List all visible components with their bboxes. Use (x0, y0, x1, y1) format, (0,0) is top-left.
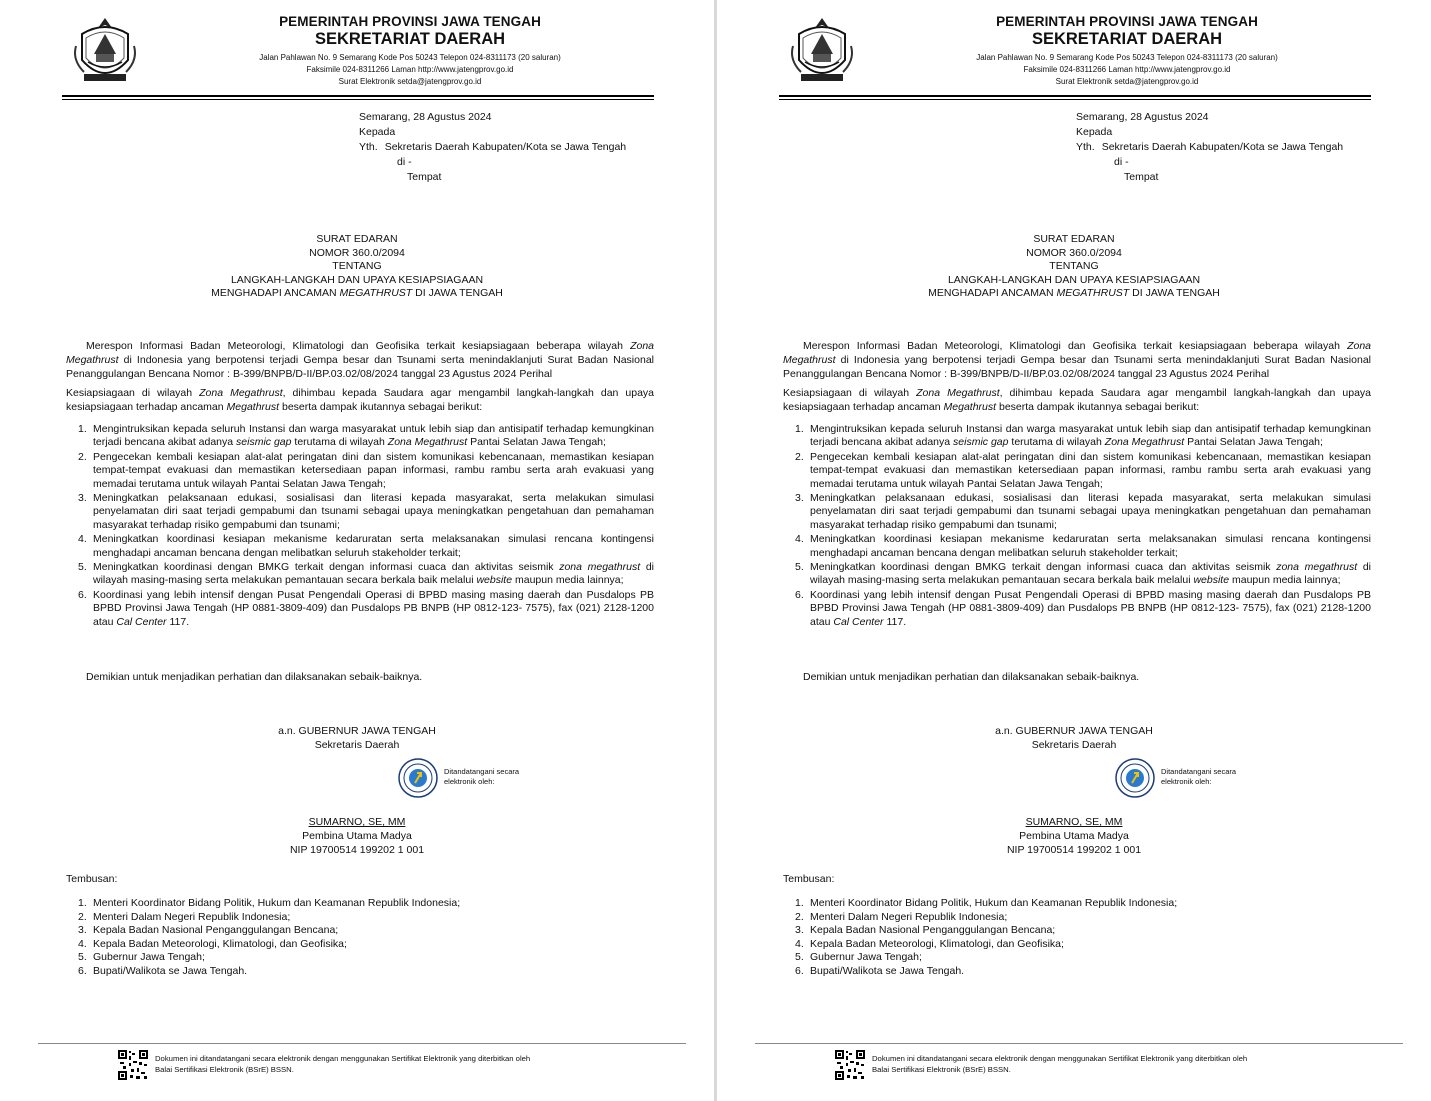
recipient-name: Sekretaris Daerah Kabupaten/Kota se Jawa Tengah (384, 141, 627, 153)
list-item: 4. Meningkatkan koordinasi kesiapan mekanisme kedaruratan serta melaksanakan simulasi rencana kontingensi menghadapi ancaman bencana dengan melibatkan seluruh stakeholder terkait; (78, 533, 654, 559)
signature-note: Ditandatangani secara elektronik oleh: (1161, 767, 1237, 786)
cc-item: 3. Kepala Badan Nasional Penganggulangan Bencana; (795, 924, 1056, 937)
letterhead-email: Surat Elektronik setda@jatengprov.go.id (1055, 77, 1199, 86)
title-about: TENTANG (332, 260, 382, 273)
footer-note: Dokumen ini ditandatangani secara elektronik dengan menggunakan Sertifikat Elektronik yang diterbitkan oleh Balai Sertifikasi Elektronik (BSrE) BSSN. (872, 1054, 1248, 1074)
letterhead-address: Jalan Pahlawan No. 9 Semarang Kode Pos 50243 Telepon 024-8311173 (20 saluran) (259, 53, 561, 62)
letterhead-government: PEMERINTAH PROVINSI JAWA TENGAH (996, 14, 1258, 29)
di-label: di - (397, 156, 412, 168)
letter-title (717, 233, 1431, 301)
list-item: 5. Meningkatkan koordinasi dengan BMKG terkait dengan informasi cuaca dan aktivitas seismik zona megathrust di wilayah masing-masing serta melakukan pemantauan secara berkala baik melalui website maupun media lainnya; (78, 561, 654, 587)
jawa-tengah-emblem-icon (789, 16, 855, 86)
footer-rule (755, 1043, 1403, 1044)
title-number: NOMOR 360.0/2094 (309, 246, 405, 259)
title-subject-2: MENGHADAPI ANCAMAN MEGATHRUST DI JAWA TENGAH (928, 287, 1220, 300)
instruction-list (66, 423, 654, 630)
jawa-tengah-emblem-icon (72, 16, 138, 86)
signature-header (0, 724, 714, 752)
di-label: di - (1114, 156, 1129, 168)
cc-item: 4. Kepala Badan Meteorologi, Klimatologi, dan Geofisika; (795, 937, 1064, 950)
letterhead-rule (62, 95, 654, 97)
document-page-right (717, 0, 1431, 1101)
letterhead-email: Surat Elektronik setda@jatengprov.go.id (338, 77, 482, 86)
qr-code-icon (118, 1050, 148, 1080)
list-item: 6. Koordinasi yang lebih intensif dengan Pusat Pengendali Operasi di BPBD masing masing daerah dan Pusdalops PB BPBD Provinsi Jawa Tengah (HP 0881-3809-409) dan Pusdalops PB BNPB (HP 0812-123- 7575), fax (021) 2128-1200 atau Cal Center 117. (795, 588, 1371, 628)
cc-item: 5. Gubernur Jawa Tengah; (78, 951, 205, 964)
kepada-label: Kepada (1076, 126, 1113, 138)
closing-sentence: Demikian untuk menjadikan perhatian dan dilaksanakan sebaik-baiknya. (803, 671, 1140, 683)
letterhead-rule-thin (779, 99, 1371, 100)
tempat-label: Tempat (1124, 171, 1159, 183)
cc-list (66, 897, 460, 979)
title-type: SURAT EDARAN (1033, 233, 1115, 245)
intro-paragraph: Merespon Informasi Badan Meteorologi, Klimatologi dan Geofisika terkait kesiapsiagaan beberapa wilayah Zona Megathrust di Indonesia yang berpotensi terjadi Gempa besar dan Tsunami serta menindaklanjuti Surat Badan Nasional Penanggulangan Bencana Nomor : B-399/BNPB/D-II/BP.03.02/08/2024 tanggal 23 Agustus 2024 Perihal Kesiapsiagaan di wilayah Zona Megathrust, dihimbau kepada Saudara agar mengambil langkah-langkah dan upaya kesiapsiagaan terhadap ancaman Megathrust beserta dampak ikutannya sebagai berikut: (783, 340, 1371, 413)
tempat-label: Tempat (407, 171, 442, 183)
cc-item: 3. Kepala Badan Nasional Penganggulangan Bencana; (78, 924, 339, 937)
list-item: 3. Meningkatkan pelaksanaan edukasi, sosialisasi dan literasi kepada masyarakat, serta melakukan simulasi penyelamatan diri saat terjadi gempabumi dan tsunami sebagai upaya meningkatkan pengetahuan dan pemahaman masyarakat terhadap risiko gempabumi dan tsunami; (78, 492, 654, 531)
title-subject-1: LANGKAH-LANGKAH DAN UPAYA KESIAPSIAGAAN (230, 273, 484, 286)
letterhead-office: SEKRETARIAT DAERAH (1031, 30, 1223, 48)
cc-item: 6. Bupati/Walikota se Jawa Tengah. (795, 964, 965, 977)
list-item: 1. Mengintruksikan kepada seluruh Instansi dan warga masyarakat untuk lebih siap dan antisipatif terhadap kemungkinan terjadi bencana akibat adanya seismic gap terutama di wilayah Zona Megathrust Pantai Selatan Jawa Tengah; (795, 423, 1371, 449)
signer-block (0, 815, 714, 857)
signature-note: Ditandatangani secara elektronik oleh: (444, 767, 520, 786)
cc-list (783, 897, 1177, 979)
signature-on-behalf: a.n. GUBERNUR JAWA TENGAH (278, 725, 436, 737)
qr-code-icon (835, 1050, 865, 1080)
cc-item: 1. Menteri Koordinator Bidang Politik, Hukum dan Keamanan Republik Indonesia; (78, 897, 461, 909)
place-date: Semarang, 28 Agustus 2024 (1076, 111, 1209, 123)
signer-name: SUMARNO, SE, MM (308, 816, 406, 828)
place-date: Semarang, 28 Agustus 2024 (359, 111, 492, 123)
letterhead (0, 0, 714, 100)
signer-nip: NIP 19700514 199202 1 001 (289, 844, 425, 856)
cc-item: 1. Menteri Koordinator Bidang Politik, Hukum dan Keamanan Republik Indonesia; (795, 897, 1178, 909)
letterhead-address: Jalan Pahlawan No. 9 Semarang Kode Pos 50243 Telepon 024-8311173 (20 saluran) (976, 53, 1278, 62)
bsre-seal-icon (1115, 758, 1155, 798)
cc-label: Tembusan: (783, 873, 835, 885)
letterhead-rule (779, 95, 1371, 97)
list-item: 5. Meningkatkan koordinasi dengan BMKG terkait dengan informasi cuaca dan aktivitas seismik zona megathrust di wilayah masing-masing serta melakukan pemantauan secara berkala baik melalui website maupun media lainnya; (795, 561, 1371, 587)
list-item: 1. Mengintruksikan kepada seluruh Instansi dan warga masyarakat untuk lebih siap dan antisipatif terhadap kemungkinan terjadi bencana akibat adanya seismic gap terutama di wilayah Zona Megathrust Pantai Selatan Jawa Tengah; (78, 423, 654, 449)
list-item: 6. Koordinasi yang lebih intensif dengan Pusat Pengendali Operasi di BPBD masing masing daerah dan Pusdalops PB BPBD Provinsi Jawa Tengah (HP 0881-3809-409) dan Pusdalops PB BNPB (HP 0812-123- 7575), fax (021) 2128-1200 atau Cal Center 117. (78, 588, 654, 628)
cc-item: 4. Kepala Badan Meteorologi, Klimatologi, dan Geofisika; (78, 937, 347, 950)
yth-label: Yth. (359, 141, 378, 153)
letterhead-fax-web: Faksimile 024-8311266 Laman http://www.jatengprov.go.id (306, 65, 514, 74)
footer-rule (38, 1043, 686, 1044)
yth-label: Yth. (1076, 141, 1095, 153)
title-subject-1: LANGKAH-LANGKAH DAN UPAYA KESIAPSIAGAAN (947, 273, 1201, 286)
letterhead (717, 0, 1431, 100)
instruction-list (783, 423, 1371, 630)
bsre-seal-icon (398, 758, 438, 798)
recipient-block (1076, 110, 1343, 185)
recipient-block (359, 110, 626, 185)
list-item: 2. Pengecekan kembali kesiapan alat-alat peringatan dini dan sistem komunikasi kebencanaan, memastikan kesiapan tempat-tempat evakuasi dan memastikan ketersediaan papan informasi, rambu rambu serta arah evakuasi yang memadai terutama untuk wilayah Pantai Selatan Jawa Tengah; (795, 450, 1371, 490)
signature-header (717, 724, 1431, 752)
signer-rank: Pembina Utama Madya (302, 830, 412, 842)
signature-role: Sekretaris Daerah (314, 739, 400, 751)
signer-nip: NIP 19700514 199202 1 001 (1006, 844, 1142, 856)
list-item: 2. Pengecekan kembali kesiapan alat-alat peringatan dini dan sistem komunikasi kebencanaan, memastikan kesiapan tempat-tempat evakuasi dan memastikan ketersediaan papan informasi, rambu rambu serta arah evakuasi yang memadai terutama untuk wilayah Pantai Selatan Jawa Tengah; (78, 450, 654, 490)
title-subject-2: MENGHADAPI ANCAMAN MEGATHRUST DI JAWA TENGAH (211, 287, 503, 300)
cc-item: 2. Menteri Dalam Negeri Republik Indonesia; (795, 910, 1008, 923)
signer-name: SUMARNO, SE, MM (1025, 816, 1123, 828)
title-number: NOMOR 360.0/2094 (1026, 246, 1122, 259)
letter-title (0, 233, 714, 301)
letterhead-rule-thin (62, 99, 654, 100)
letterhead-office: SEKRETARIAT DAERAH (314, 30, 506, 48)
cc-item: 5. Gubernur Jawa Tengah; (795, 951, 922, 964)
title-type: SURAT EDARAN (316, 233, 398, 245)
signature-role: Sekretaris Daerah (1031, 739, 1117, 751)
kepada-label: Kepada (359, 126, 396, 138)
letterhead-government: PEMERINTAH PROVINSI JAWA TENGAH (279, 14, 541, 29)
title-about: TENTANG (1049, 260, 1099, 273)
list-item: 4. Meningkatkan koordinasi kesiapan mekanisme kedaruratan serta melaksanakan simulasi rencana kontingensi menghadapi ancaman bencana dengan melibatkan seluruh stakeholder terkait; (795, 533, 1371, 559)
footer-note: Dokumen ini ditandatangani secara elektronik dengan menggunakan Sertifikat Elektronik yang diterbitkan oleh Balai Sertifikasi Elektronik (BSrE) BSSN. (155, 1054, 531, 1074)
intro-paragraph: Merespon Informasi Badan Meteorologi, Klimatologi dan Geofisika terkait kesiapsiagaan beberapa wilayah Zona Megathrust di Indonesia yang berpotensi terjadi Gempa besar dan Tsunami serta menindaklanjuti Surat Badan Nasional Penanggulangan Bencana Nomor : B-399/BNPB/D-II/BP.03.02/08/2024 tanggal 23 Agustus 2024 Perihal Kesiapsiagaan di wilayah Zona Megathrust, dihimbau kepada Saudara agar mengambil langkah-langkah dan upaya kesiapsiagaan terhadap ancaman Megathrust beserta dampak ikutannya sebagai berikut: (66, 340, 654, 413)
document-page-left (0, 0, 714, 1101)
cc-label: Tembusan: (66, 873, 118, 885)
letterhead-fax-web: Faksimile 024-8311266 Laman http://www.jatengprov.go.id (1023, 65, 1231, 74)
cc-item: 6. Bupati/Walikota se Jawa Tengah. (78, 964, 248, 977)
signature-on-behalf: a.n. GUBERNUR JAWA TENGAH (995, 725, 1153, 737)
list-item: 3. Meningkatkan pelaksanaan edukasi, sosialisasi dan literasi kepada masyarakat, serta melakukan simulasi penyelamatan diri saat terjadi gempabumi dan tsunami sebagai upaya meningkatkan pengetahuan dan pemahaman masyarakat terhadap risiko gempabumi dan tsunami; (795, 492, 1371, 531)
signer-rank: Pembina Utama Madya (1019, 830, 1129, 842)
closing-sentence: Demikian untuk menjadikan perhatian dan dilaksanakan sebaik-baiknya. (86, 671, 423, 683)
cc-item: 2. Menteri Dalam Negeri Republik Indonesia; (78, 910, 291, 923)
signer-block (717, 815, 1431, 857)
recipient-name: Sekretaris Daerah Kabupaten/Kota se Jawa Tengah (1101, 141, 1344, 153)
